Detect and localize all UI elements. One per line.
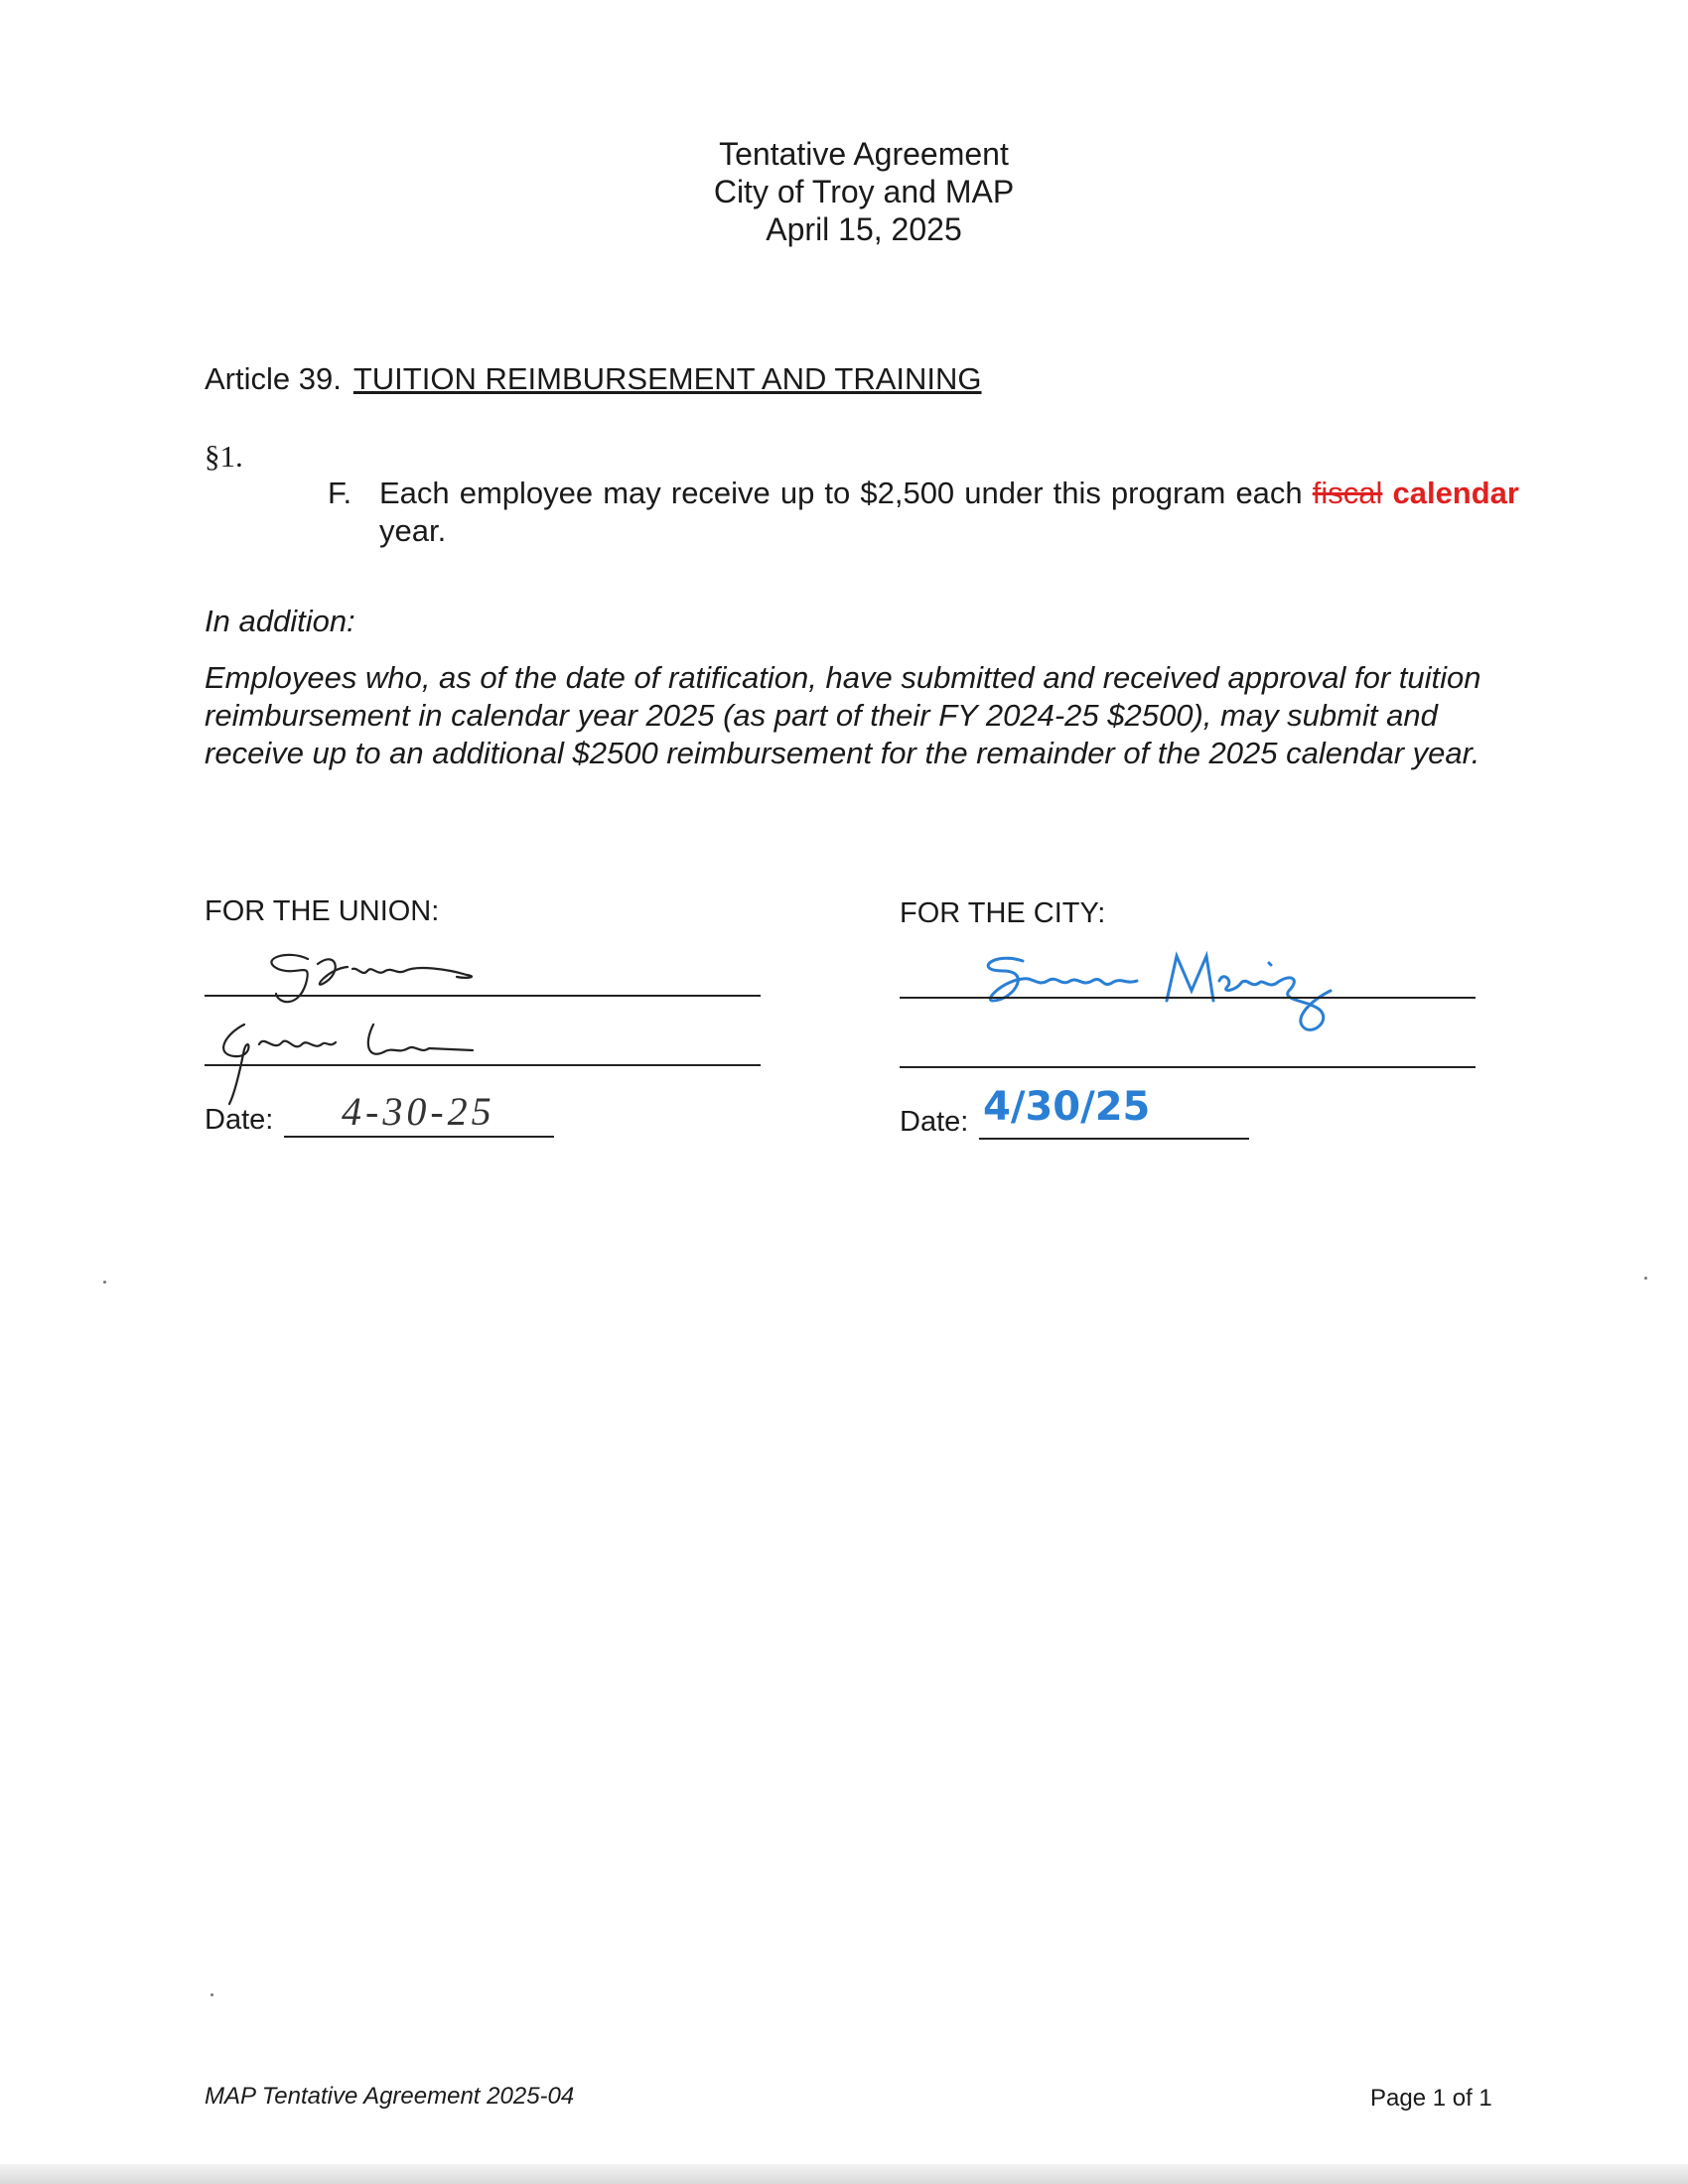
paragraph-letter: F.	[328, 476, 352, 510]
paragraph-f	[328, 475, 1519, 550]
section-marker: §1.	[205, 439, 243, 474]
city-date-line	[979, 1138, 1249, 1140]
paragraph-text-before: Each employee may receive up to $2,500 under this program each	[379, 476, 1303, 510]
union-date-value: 4-30-25	[342, 1089, 495, 1134]
union-signature-line-2	[205, 1064, 761, 1066]
paragraph-text-after: year.	[379, 513, 447, 548]
union-date-line	[284, 1136, 554, 1138]
city-date-label: Date:	[900, 1106, 969, 1138]
header-parties: City of Troy and MAP	[713, 174, 1015, 209]
struck-word: fiscal	[1312, 476, 1383, 510]
scan-speck	[211, 1993, 213, 1996]
document-header	[0, 135, 1688, 248]
city-date-value: 4/30/25	[983, 1084, 1151, 1130]
footer-document-id: MAP Tentative Agreement 2025-04	[205, 2083, 575, 2110]
union-date-label: Date:	[205, 1104, 274, 1136]
article-heading	[205, 361, 982, 397]
scan-speck	[103, 1281, 106, 1284]
union-label: FOR THE UNION:	[205, 895, 440, 927]
article-number: Article 39.	[205, 361, 342, 396]
header-title: Tentative Agreement	[719, 136, 1009, 172]
page-bottom-edge	[0, 2164, 1688, 2184]
scan-speck	[1644, 1277, 1647, 1280]
city-signature-line-1	[900, 997, 1476, 999]
addition-heading: In addition:	[205, 604, 355, 638]
inserted-word: calendar	[1392, 476, 1519, 510]
footer-page-number: Page 1 of 1	[1370, 2085, 1492, 2112]
paragraph-text	[379, 475, 1519, 550]
addition-body: Employees who, as of the date of ratification, have submitted and received approval for tuition reimbursement in calendar year 2025 (as part of their FY 2024-25 $2500), may submit and receive up to an additional $2500 reimbursement for the remainder of the 2025 calendar year.	[205, 660, 1481, 770]
header-date: April 15, 2025	[766, 211, 962, 247]
union-signature-line-1	[205, 995, 761, 997]
city-signature	[953, 941, 1410, 1060]
city-label: FOR THE CITY:	[900, 897, 1106, 929]
city-signature-line-2	[900, 1066, 1476, 1068]
article-title: TUITION REIMBURSEMENT AND TRAINING	[352, 361, 982, 396]
